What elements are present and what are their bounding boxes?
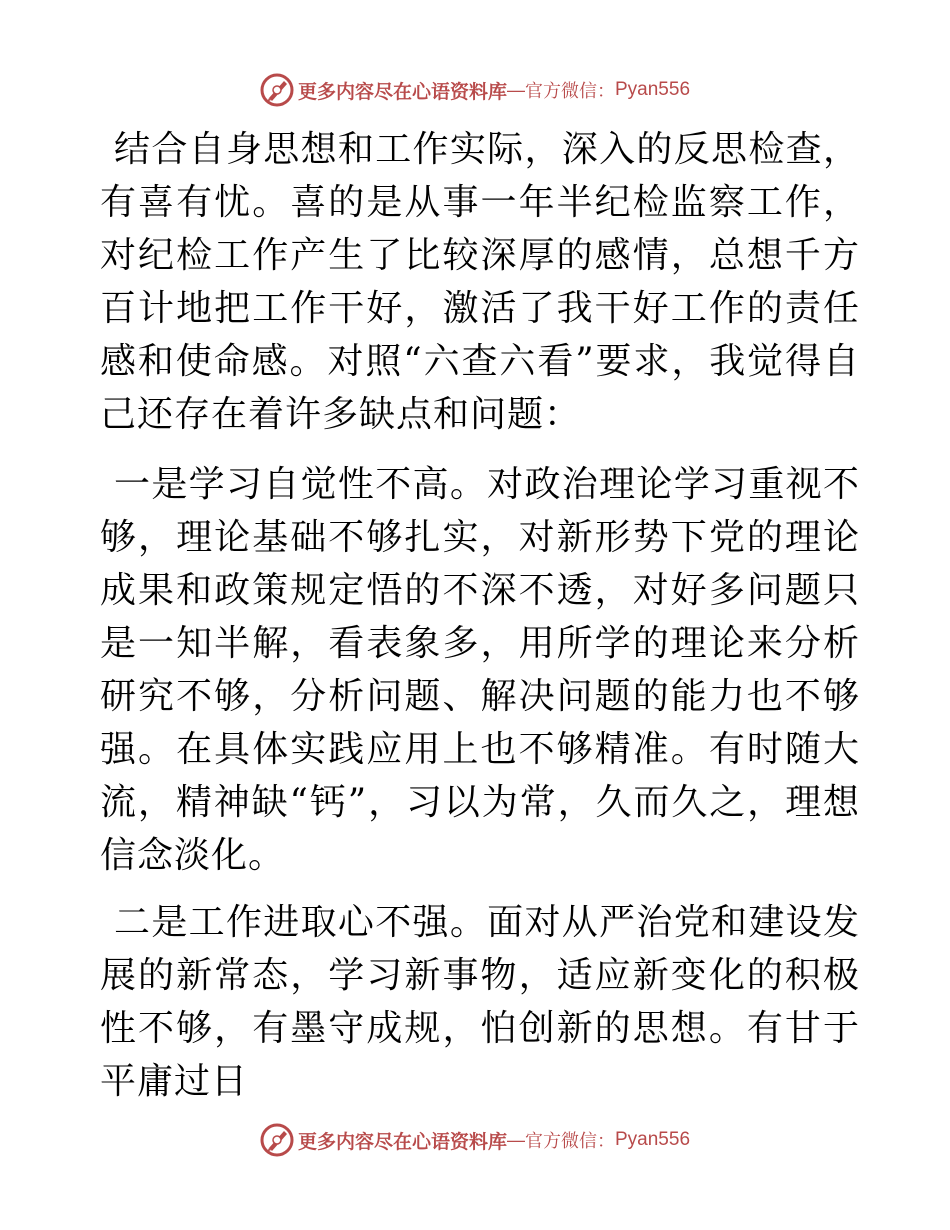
pen-logo-icon: [260, 73, 294, 107]
footer-banner: [0, 1120, 950, 1160]
header-wechat-id: Pyan556: [615, 79, 691, 100]
footer-separator: —: [507, 1129, 525, 1150]
header-separator: —: [507, 79, 525, 100]
footer-library-text: 更多内容尽在心语资料库: [297, 1130, 507, 1153]
pen-logo-icon: [260, 1123, 294, 1157]
footer-wechat-id: Pyan556: [615, 1129, 691, 1150]
header-wechat-label: 官方微信：: [525, 81, 615, 102]
document-body: [100, 123, 860, 1108]
header-banner: [0, 70, 950, 110]
paragraph-point-one: 一是学习自觉性不高。对政治理论学习重视不够，理论基础不够扎实，对新形势下党的理论成果和政策规定悟的不深不透，对好多问题只是一知半解，看表象多，用所学的理论来分析研究不够，分析问题、解决问题的能力也不够强。在具体实践应用上也不够精准。有时随大流，精神缺“钙”，习以为常，久而久之，理想信念淡化。: [100, 464, 860, 876]
paragraph-intro: 结合自身思想和工作实际，深入的反思检查，有喜有忧。喜的是从事一年半纪检监察工作，对纪检工作产生了比较深厚的感情，总想千方百计地把工作干好，激活了我干好工作的责任感和使命感。对照“六查六看”要求，我觉得自己还存在着许多缺点和问题：: [100, 129, 860, 435]
header-library-text: 更多内容尽在心语资料库: [297, 80, 507, 103]
footer-wechat-label: 官方微信：: [525, 1131, 615, 1152]
paragraph-point-two: 二是工作进取心不强。面对从严治党和建设发展的新常态，学习新事物，适应新变化的积极性不够，有墨守成规，怕创新的思想。有甘于平庸过日: [100, 902, 860, 1102]
